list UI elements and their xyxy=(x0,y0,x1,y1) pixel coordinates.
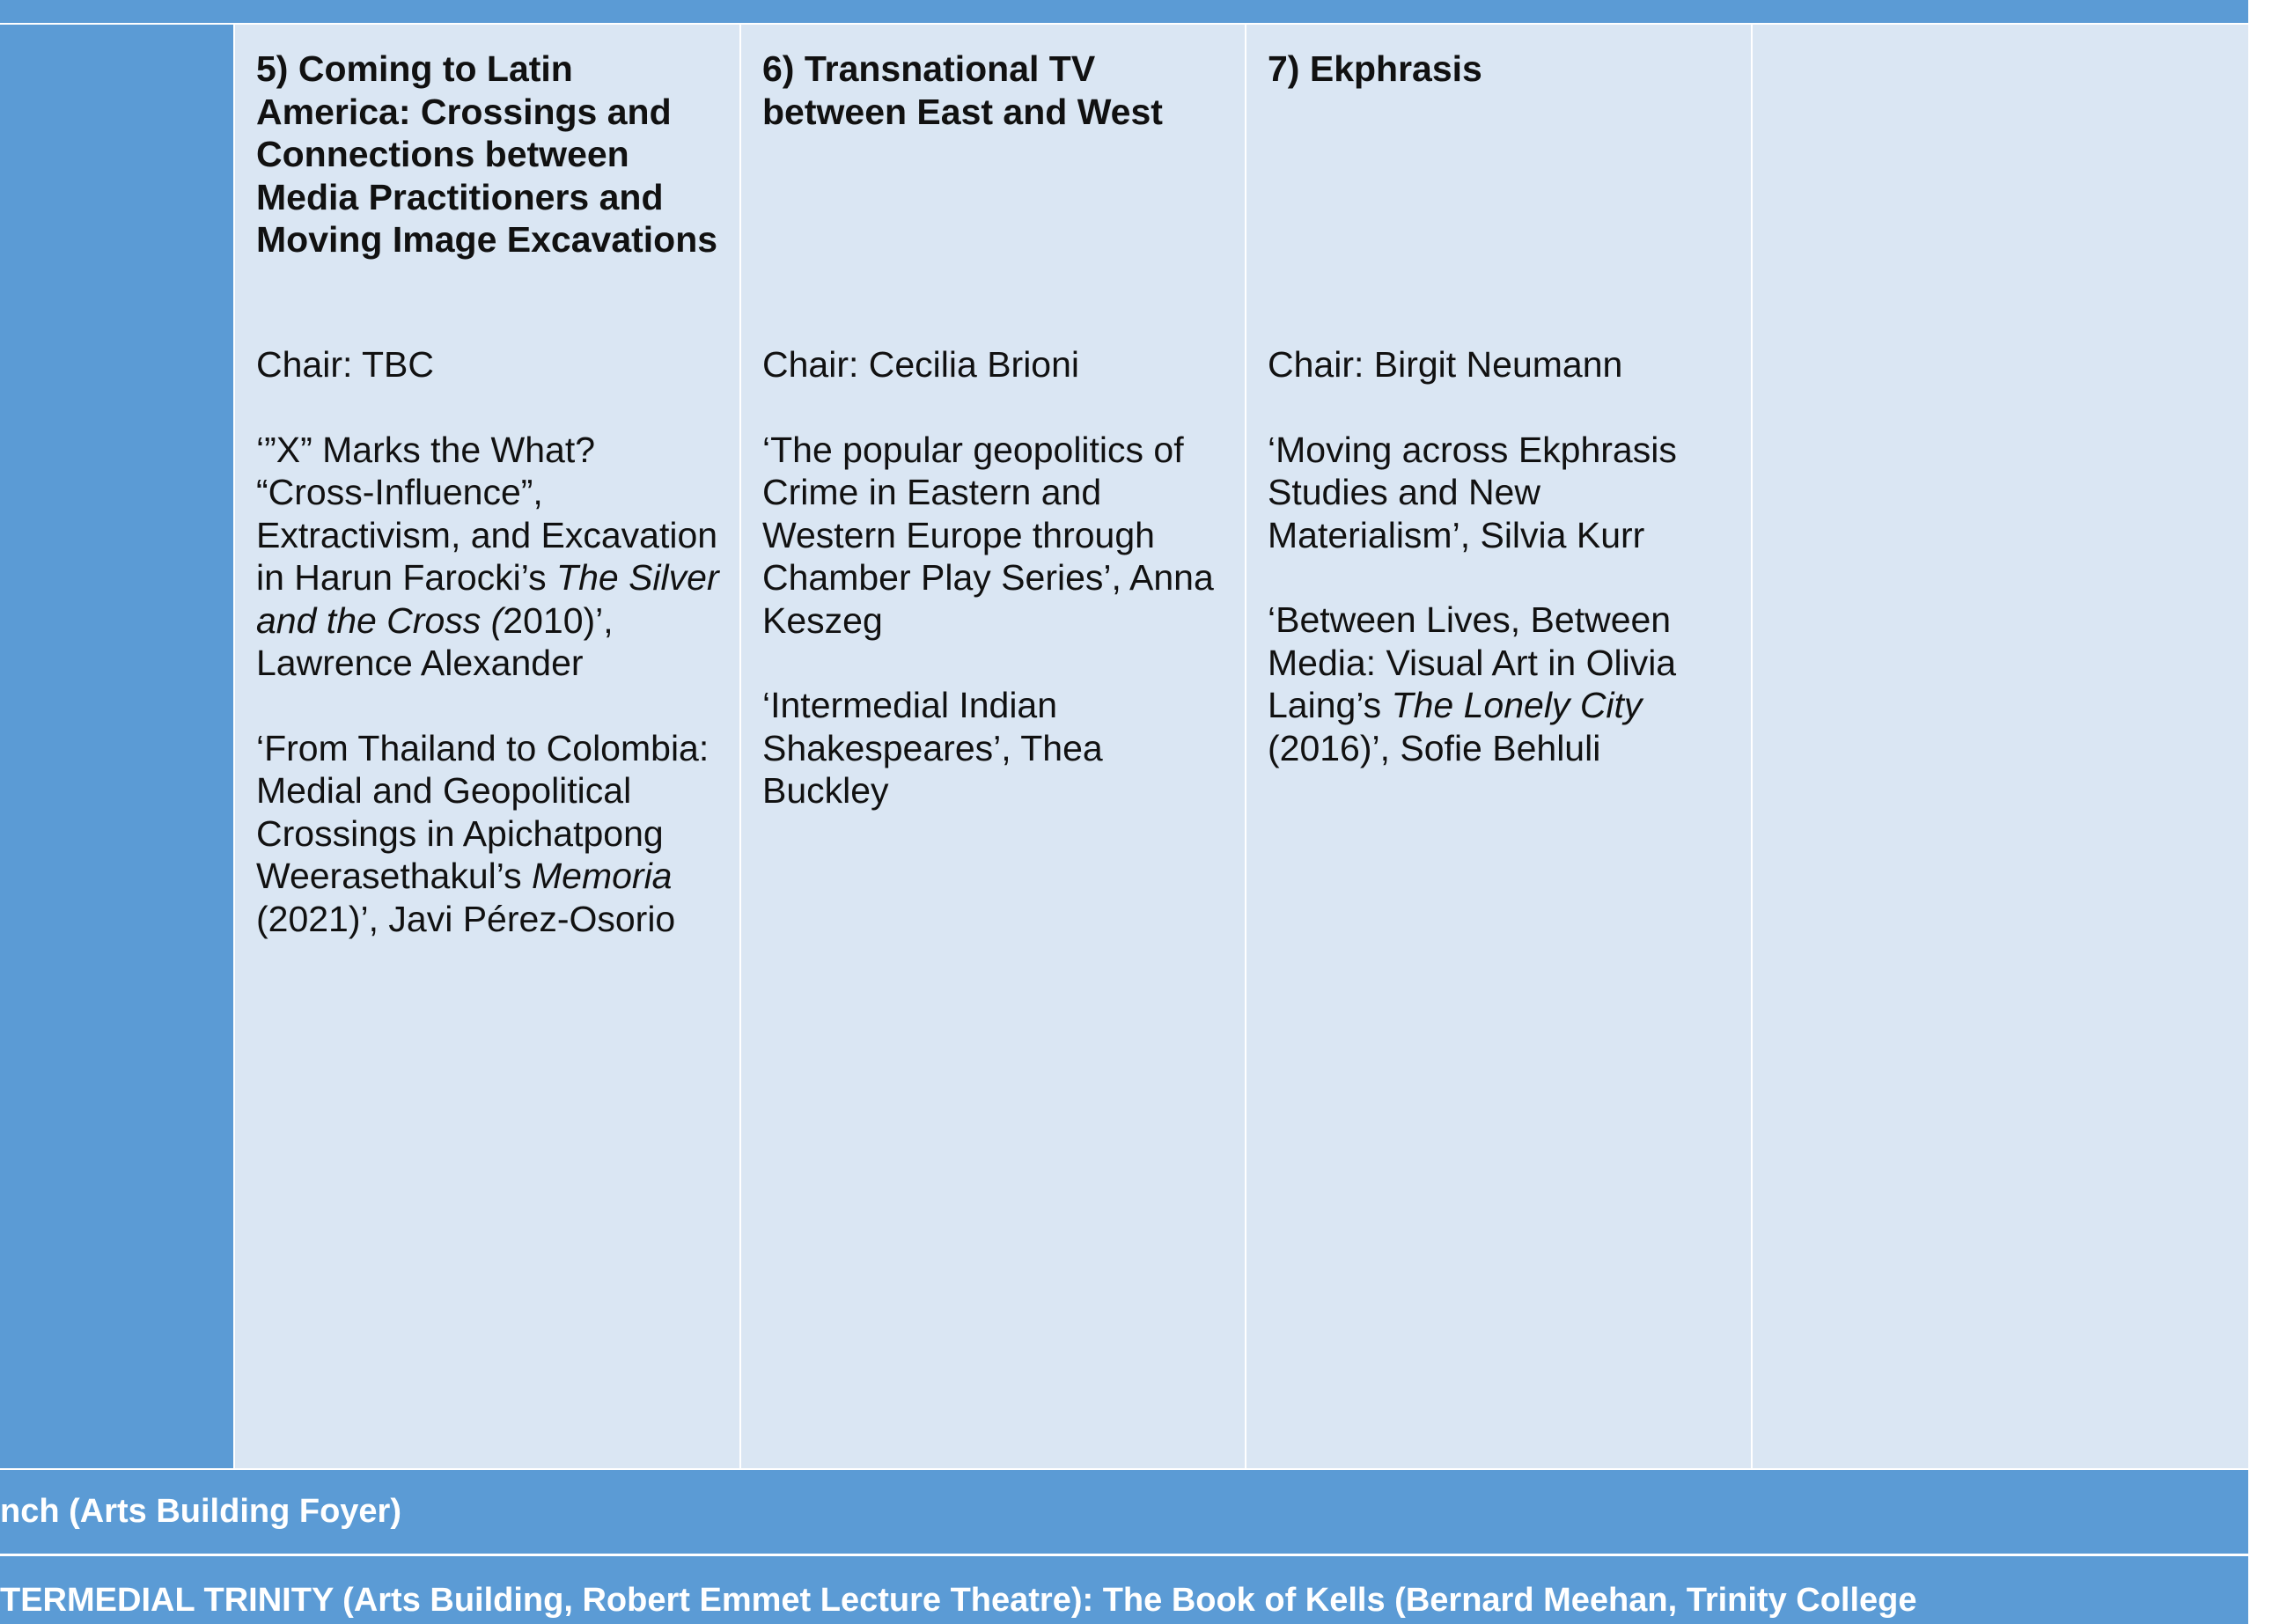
paper-entry: ‘From Thailand to Colombia: Medial and Geopolitical Crossings in Apichatpong Weerasethakul’s Memoria (2021)’, Javi Pérez-Osorio xyxy=(256,727,710,939)
plenary-band xyxy=(0,1556,2248,1624)
panel-chair: Chair: TBC xyxy=(256,344,435,385)
panel-6-cell xyxy=(741,25,1245,1468)
panel-7-cell xyxy=(1246,25,1751,1468)
plenary-label: TERMEDIAL TRINITY (Arts Building, Robert Emmet Lecture Theatre): The Book of Kells (Bernard Meehan, Trinity College xyxy=(0,1582,1917,1619)
panel-5-cell xyxy=(235,25,739,1468)
time-column xyxy=(0,25,233,1468)
panel-title: 6) Transnational TV between East and West xyxy=(762,48,1163,132)
lunch-label: nch (Arts Building Foyer) xyxy=(0,1493,401,1530)
top-band xyxy=(0,0,2248,23)
panel-title: 5) Coming to Latin America: Crossings and Connections between Media Practitioners and Moving Image Excavations xyxy=(256,48,718,260)
panel-title: 7) Ekphrasis xyxy=(1268,48,1482,89)
paper-entry: ‘”X” Marks the What? “Cross-Influence”, Extractivism, and Excavation in Harun Farocki’s The Silver and the Cross (2010)’, Lawrence Alexander xyxy=(256,429,719,683)
panel-chair: Chair: Birgit Neumann xyxy=(1268,344,1623,385)
panel-chair: Chair: Cecilia Brioni xyxy=(762,344,1080,385)
paper-entry: ‘Moving across Ekphrasis Studies and New Materialism’, Silvia Kurr xyxy=(1268,429,1677,555)
paper-entry: ‘Intermedial Indian Shakespeares’, Thea Buckley xyxy=(762,685,1103,811)
paper-entry: ‘Between Lives, Between Media: Visual Art in Olivia Laing’s The Lonely City (2016)’, Sofie Behluli xyxy=(1268,599,1677,768)
paper-entry: ‘The popular geopolitics of Crime in Eastern and Western Europe through Chamber Play Series’, Anna Keszeg xyxy=(762,429,1214,641)
lunch-band xyxy=(0,1470,2248,1554)
empty-panel-cell xyxy=(1753,25,2248,1468)
